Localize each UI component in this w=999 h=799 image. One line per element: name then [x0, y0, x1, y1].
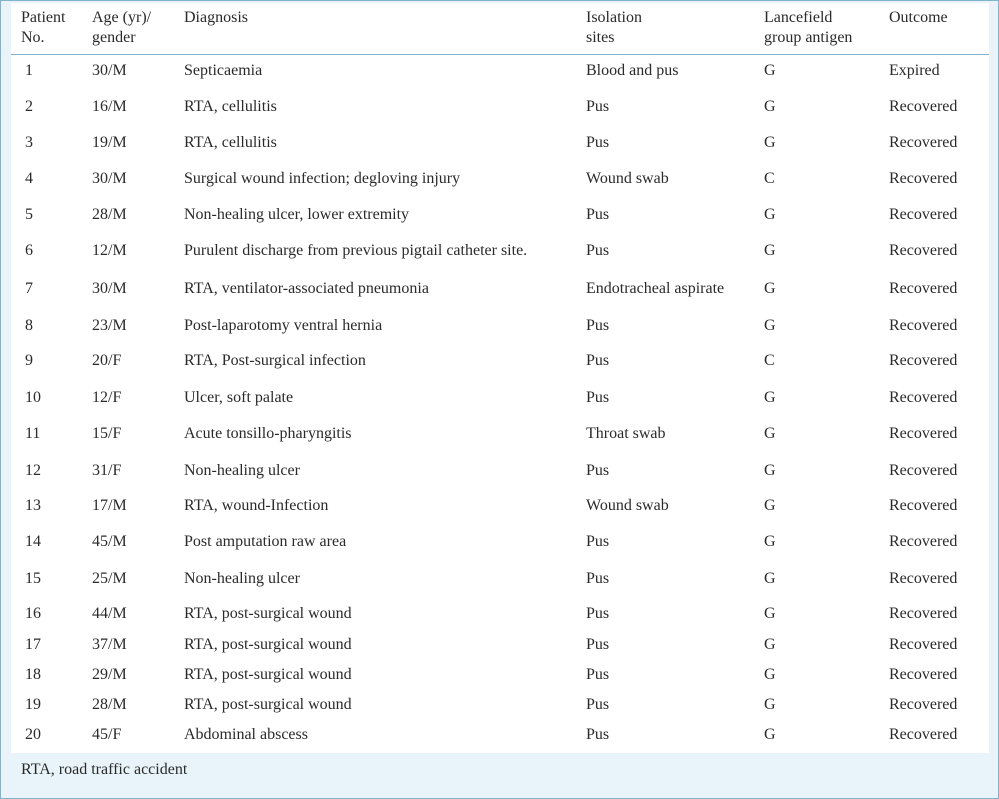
cell-age-gender: 45/M	[92, 533, 127, 550]
table-row	[11, 455, 989, 490]
cell-age-gender: 12/M	[92, 242, 127, 259]
cell-patient-no: 1	[25, 61, 33, 79]
cell-diagnosis: Ulcer, soft palate	[184, 389, 294, 406]
cell-age-gender: 31/F	[92, 462, 122, 479]
cell-patient-no: 8	[25, 317, 33, 334]
cell-lancefield-group: G	[764, 533, 776, 550]
cell-age-gender: 23/M	[92, 317, 127, 334]
cell-lancefield-group: G	[764, 317, 776, 334]
cell-isolation-sites: Pus	[586, 134, 610, 151]
header-diagnosis: Diagnosis	[184, 3, 586, 54]
table-row	[11, 689, 989, 719]
cell-isolation-sites: Pus	[586, 98, 610, 115]
cell-lancefield-group: G	[764, 389, 776, 406]
cell-patient-no: 7	[25, 280, 33, 297]
cell-patient-no: 2	[25, 98, 33, 115]
table-row	[11, 382, 989, 418]
cell-patient-no: 5	[25, 206, 33, 223]
cell-age-gender: 44/M	[92, 605, 127, 622]
cell-patient-no: 10	[25, 389, 41, 406]
table-row	[11, 418, 989, 455]
cell-age-gender: 16/M	[92, 98, 127, 115]
cell-lancefield-group: G	[764, 696, 776, 713]
table-footnote: RTA, road traffic accident	[21, 761, 188, 778]
cell-patient-no: 17	[25, 636, 41, 653]
cell-outcome: Recovered	[889, 533, 958, 550]
cell-diagnosis: Septicaemia	[184, 61, 263, 79]
cell-patient-no: 3	[25, 134, 33, 151]
cell-lancefield-group: G	[764, 98, 776, 115]
cell-age-gender: 12/F	[92, 389, 122, 406]
patient-table	[11, 3, 989, 750]
cell-isolation-sites: Wound swab	[586, 497, 669, 514]
cell-outcome: Recovered	[889, 170, 958, 187]
cell-age-gender: 28/M	[92, 206, 127, 223]
cell-isolation-sites: Pus	[586, 636, 610, 653]
cell-patient-no: 18	[25, 666, 41, 683]
table-row	[11, 719, 989, 750]
cell-outcome: Recovered	[889, 134, 958, 151]
table-row	[11, 629, 989, 659]
cell-patient-no: 20	[25, 726, 41, 743]
header-isolation-sites: Isolation sites	[586, 3, 764, 54]
cell-lancefield-group: G	[764, 61, 776, 79]
cell-isolation-sites: Pus	[586, 462, 610, 479]
cell-diagnosis: Post-laparotomy ventral hernia	[184, 317, 383, 334]
cell-isolation-sites: Pus	[586, 242, 610, 259]
cell-outcome: Recovered	[889, 98, 958, 115]
cell-outcome: Recovered	[889, 726, 958, 743]
table-body	[11, 54, 989, 750]
cell-isolation-sites: Pus	[586, 726, 610, 743]
table-row	[11, 563, 989, 598]
cell-diagnosis: RTA, Post-surgical infection	[184, 352, 366, 369]
table-row	[11, 345, 989, 382]
cell-outcome: Recovered	[889, 666, 958, 683]
cell-diagnosis: Surgical wound infection; degloving injury	[184, 170, 461, 187]
table-row	[11, 54, 989, 91]
cell-outcome: Recovered	[889, 696, 958, 713]
table-panel	[11, 3, 989, 753]
cell-outcome: Recovered	[889, 206, 958, 223]
cell-isolation-sites: Pus	[586, 666, 610, 683]
cell-diagnosis: Post amputation raw area	[184, 533, 347, 550]
cell-patient-no: 19	[25, 696, 41, 713]
cell-outcome: Recovered	[889, 242, 958, 259]
cell-diagnosis: RTA, post-surgical wound	[184, 696, 352, 713]
cell-lancefield-group: G	[764, 242, 776, 259]
cell-lancefield-group: C	[764, 352, 775, 369]
cell-diagnosis: RTA, post-surgical wound	[184, 636, 352, 653]
cell-isolation-sites: Pus	[586, 206, 610, 223]
cell-outcome: Recovered	[889, 636, 958, 653]
cell-isolation-sites: Wound swab	[586, 170, 669, 187]
cell-lancefield-group: G	[764, 666, 776, 683]
cell-age-gender: 45/F	[92, 726, 122, 743]
cell-outcome: Recovered	[889, 462, 958, 479]
cell-isolation-sites: Pus	[586, 605, 610, 622]
header-lancefield-group-antigen: Lancefield group antigen	[764, 3, 889, 54]
cell-diagnosis: Acute tonsillo-pharyngitis	[184, 425, 352, 442]
header-patient-no: Patient No.	[11, 3, 92, 54]
cell-lancefield-group: G	[764, 605, 776, 622]
cell-isolation-sites: Pus	[586, 696, 610, 713]
table-row	[11, 273, 989, 310]
cell-diagnosis: RTA, post-surgical wound	[184, 605, 352, 622]
table-row	[11, 526, 989, 563]
cell-diagnosis: RTA, wound-Infection	[184, 497, 329, 514]
cell-outcome: Recovered	[889, 425, 958, 442]
cell-age-gender: 19/M	[92, 134, 127, 151]
cell-outcome: Recovered	[889, 317, 958, 334]
table-row	[11, 91, 989, 127]
cell-isolation-sites: Endotracheal aspirate	[586, 280, 725, 297]
table-row	[11, 199, 989, 235]
cell-diagnosis: Non-healing ulcer	[184, 462, 300, 479]
cell-patient-no: 9	[25, 352, 33, 369]
cell-diagnosis: RTA, ventilator-associated pneumonia	[184, 280, 429, 297]
cell-age-gender: 25/M	[92, 570, 127, 587]
cell-lancefield-group: G	[764, 570, 776, 587]
cell-diagnosis: Abdominal abscess	[184, 726, 308, 743]
cell-patient-no: 14	[25, 533, 41, 550]
cell-age-gender: 30/M	[92, 170, 127, 187]
cell-age-gender: 29/M	[92, 666, 127, 683]
cell-lancefield-group: G	[764, 280, 776, 297]
cell-patient-no: 15	[25, 570, 41, 587]
table-row	[11, 490, 989, 526]
cell-patient-no: 4	[25, 170, 33, 187]
cell-outcome: Recovered	[889, 352, 958, 369]
cell-outcome: Recovered	[889, 605, 958, 622]
cell-patient-no: 12	[25, 462, 41, 479]
cell-lancefield-group: G	[764, 726, 776, 743]
cell-lancefield-group: G	[764, 462, 776, 479]
table-header	[11, 3, 989, 54]
cell-age-gender: 37/M	[92, 636, 127, 653]
cell-diagnosis: RTA, cellulitis	[184, 98, 277, 115]
cell-isolation-sites: Pus	[586, 352, 610, 369]
table-row	[11, 310, 989, 345]
cell-age-gender: 15/F	[92, 425, 122, 442]
table-row	[11, 163, 989, 199]
cell-isolation-sites: Pus	[586, 389, 610, 406]
table-row	[11, 127, 989, 163]
cell-isolation-sites: Pus	[586, 533, 610, 550]
cell-lancefield-group: G	[764, 134, 776, 151]
cell-patient-no: 16	[25, 605, 41, 622]
cell-isolation-sites: Pus	[586, 317, 610, 334]
cell-lancefield-group: G	[764, 425, 776, 442]
cell-diagnosis: Non-healing ulcer	[184, 570, 300, 587]
cell-age-gender: 30/M	[92, 280, 127, 297]
cell-outcome: Expired	[889, 61, 940, 79]
table-row	[11, 235, 989, 273]
cell-age-gender: 17/M	[92, 497, 127, 514]
cell-diagnosis: RTA, post-surgical wound	[184, 666, 352, 683]
cell-isolation-sites: Blood and pus	[586, 61, 679, 79]
cell-diagnosis: Non-healing ulcer, lower extremity	[184, 206, 410, 223]
cell-outcome: Recovered	[889, 280, 958, 297]
cell-patient-no: 11	[25, 425, 41, 442]
header-outcome: Outcome	[889, 3, 989, 54]
cell-lancefield-group: G	[764, 497, 776, 514]
cell-age-gender: 20/F	[92, 352, 122, 369]
cell-lancefield-group: C	[764, 170, 775, 187]
cell-outcome: Recovered	[889, 570, 958, 587]
cell-patient-no: 13	[25, 497, 41, 514]
table-row	[11, 659, 989, 689]
cell-age-gender: 30/M	[92, 61, 127, 79]
cell-isolation-sites: Throat swab	[586, 425, 666, 442]
cell-diagnosis: RTA, cellulitis	[184, 134, 277, 151]
cell-patient-no: 6	[25, 242, 33, 259]
cell-outcome: Recovered	[889, 497, 958, 514]
cell-diagnosis: Purulent discharge from previous pigtail catheter site.	[184, 242, 528, 259]
cell-age-gender: 28/M	[92, 696, 127, 713]
cell-lancefield-group: G	[764, 206, 776, 223]
cell-lancefield-group: G	[764, 636, 776, 653]
cell-outcome: Recovered	[889, 389, 958, 406]
table-row	[11, 598, 989, 629]
cell-isolation-sites: Pus	[586, 570, 610, 587]
header-row	[11, 3, 989, 54]
header-age-gender: Age (yr)/ gender	[92, 3, 184, 54]
